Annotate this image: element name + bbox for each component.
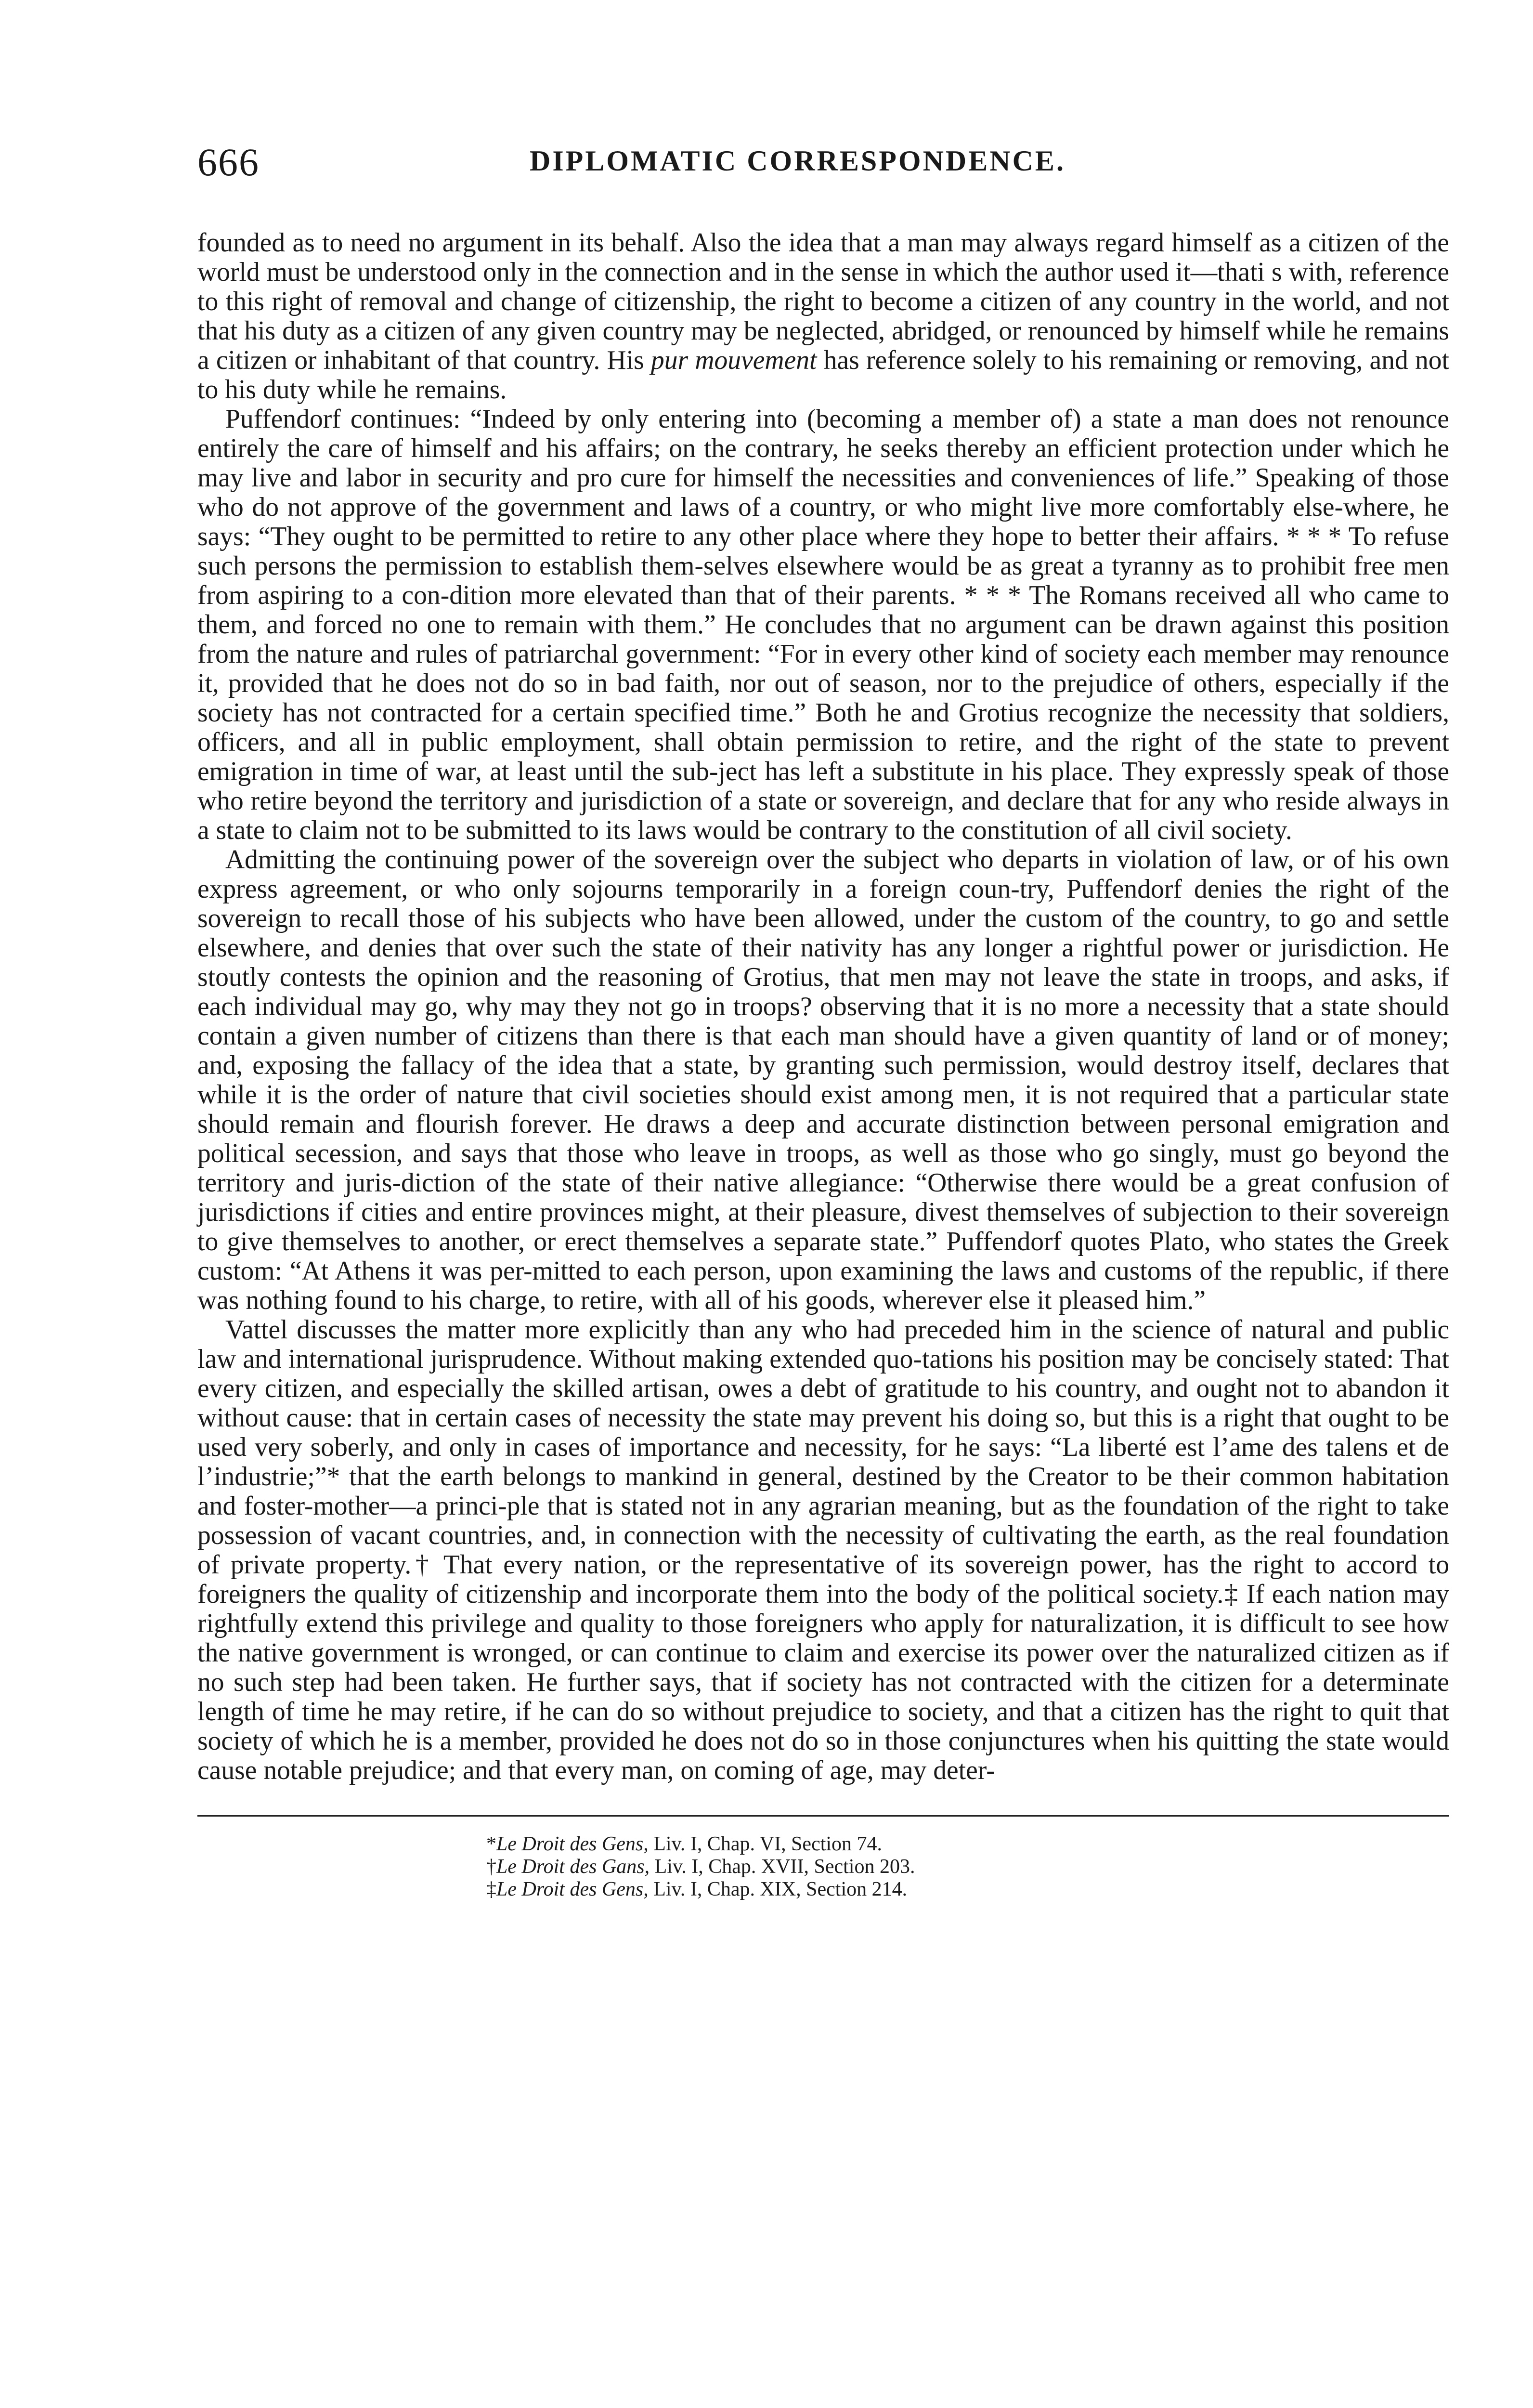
- footnote-divider: [197, 1815, 1449, 1817]
- footnote-title: Le Droit des Gens,: [496, 1833, 649, 1855]
- footnote-mark: *: [486, 1833, 496, 1855]
- document-page: [197, 140, 1449, 2408]
- footnote-title: Le Droit des Gans,: [496, 1856, 650, 1878]
- paragraph-1-part-a: founded as to need no argument in its behalf. Also the idea that a man may always regard himself as a citizen of the world must be understood only in the connection and in the sense in which the author used it—thati s with, reference to this right of removal and change of citizenship, the right to become a citizen of any country in the world, and not that his duty as a citizen of any given country may be neglected, abridged, or renounced by himself while he remains a citizen or inhabitant of that country. His: [197, 228, 1449, 375]
- paragraph-1-part-b: has reference solely to his remaining or removing, and not to his duty while he remains.: [197, 345, 1449, 405]
- paragraph-1: [197, 228, 1449, 405]
- footnote-mark: †: [486, 1856, 496, 1878]
- footnote-2: [486, 1856, 1449, 1878]
- page-number: 666: [197, 140, 260, 184]
- footnote-reference: Liv. I, Chap. XVII, Section 203.: [650, 1856, 915, 1878]
- paragraph-1-emphasis: pur mouvement: [650, 345, 817, 375]
- paragraph-3: Admitting the continuing power of the sovereign over the subject who departs in violation of law, or of his own express agreement, or who only sojourns temporarily in a foreign coun-try, Puffendorf denies the right of the sovereign to recall those of his subjects who have been allowed, under the custom of the country, to go and settle elsewhere, and denies that over such the state of their nativity has any longer a rightful power or jurisdiction. He stoutly contests the opinion and the reasoning of Grotius, that men may not leave the state in troops, and asks, if each individual may go, why may they not go in troops? observing that it is no more a necessity that a state should contain a given number of citizens than there is that each man should have a given quantity of land or of money; and, exposing the fallacy of the idea that a state, by granting such permission, would destroy itself, declares that while it is the order of nature that civil societies should exist among men, it is not required that a particular state should remain and flourish forever. He draws a deep and accurate distinction between personal emigration and political secession, and says that those who leave in troops, as well as those who go singly, must go beyond the territory and juris-diction of the state of their native allegiance: “Otherwise there would be a great confusion of jurisdictions if cities and entire provinces might, at their pleasure, divest themselves of subjection to their sovereign to give themselves to another, or erect themselves a separate state.” Puffendorf quotes Plato, who states the Greek custom: “At Athens it was per-mitted to each person, upon examining the laws and customs of the republic, if there was nothing found to his charge, to retire, with all of his goods, wherever else it pleased him.”: [197, 845, 1449, 1315]
- paragraph-2: Puffendorf continues: “Indeed by only entering into (becoming a member of) a state a man does not renounce entirely the care of himself and his affairs; on the contrary, he seeks thereby an efficient protection under which he may live and labor in security and pro cure for himself the necessities and conveniences of life.” Speaking of those who do not approve of the government and laws of a country, or who might live more comfortably else-where, he says: “They ought to be permitted to retire to any other place where they hope to better their affairs. * * * To refuse such persons the permission to establish them-selves elsewhere would be as great a tyranny as to prohibit free men from aspiring to a con-dition more elevated than that of their parents. * * * The Romans received all who came to them, and forced no one to remain with them.” He concludes that no argument can be drawn against this position from the nature and rules of patriarchal government: “For in every other kind of society each member may renounce it, provided that he does not do so in bad faith, nor out of season, nor to the prejudice of others, especially if the society has not contracted for a certain specified time.” Both he and Grotius recognize the necessity that soldiers, officers, and all in public employment, shall obtain permission to retire, and the right of the state to prevent emigration in time of war, at least until the sub-ject has left a substitute in his place. They expressly speak of those who retire beyond the territory and jurisdiction of a state or sovereign, and declare that for any who reside always in a state to claim not to be submitted to its laws would be contrary to the constitution of all civil society.: [197, 404, 1449, 845]
- footnote-title: Le Droit des Gens,: [496, 1878, 649, 1900]
- footnote-reference: Liv. I, Chap. XIX, Section 214.: [648, 1878, 908, 1900]
- body-text: [197, 228, 1449, 1785]
- page-header: [197, 140, 1449, 193]
- footnote-reference: Liv. I, Chap. VI, Section 74.: [648, 1833, 883, 1855]
- footnote-3: [486, 1878, 1449, 1901]
- footnotes: [486, 1833, 1449, 1901]
- paragraph-4: Vattel discusses the matter more explicitly than any who had preceded him in the science of natural and public law and international jurisprudence. Without making extended quo-tations his position may be concisely stated: That every citizen, and especially the skilled artisan, owes a debt of gratitude to his country, and ought not to abandon it without cause: that in certain cases of necessity the state may prevent his doing so, but this is a right that ought to be used very soberly, and only in cases of importance and necessity, for he says: “La liberté est l’ame des talens et de l’industrie;”* that the earth belongs to mankind in general, destined by the Creator to be their common habitation and foster-mother—a princi-ple that is stated not in any agrarian meaning, but as the foundation of the right to take possession of vacant countries, and, in connection with the necessity of cultivating the earth, as the real foundation of private property.† That every nation, or the representative of its sovereign power, has the right to accord to foreigners the quality of citizenship and incorporate them into the body of the political society.‡ If each nation may rightfully extend this privilege and quality to those foreigners who apply for naturalization, it is difficult to see how the native government is wronged, or can continue to claim and exercise its power over the naturalized citizen as if no such step had been taken. He further says, that if society has not contracted with the citizen for a determinate length of time he may retire, if he can do so without prejudice to society, and that a citizen has the right to quit that society of which he is a member, provided he does not do so in those conjunctures when his quitting the state would cause notable prejudice; and that every man, on coming of age, may deter-: [197, 1315, 1449, 1785]
- running-title: DIPLOMATIC CORRESPONDENCE.: [530, 145, 1065, 177]
- footnote-mark: ‡: [486, 1878, 496, 1900]
- footnote-1: [486, 1833, 1449, 1856]
